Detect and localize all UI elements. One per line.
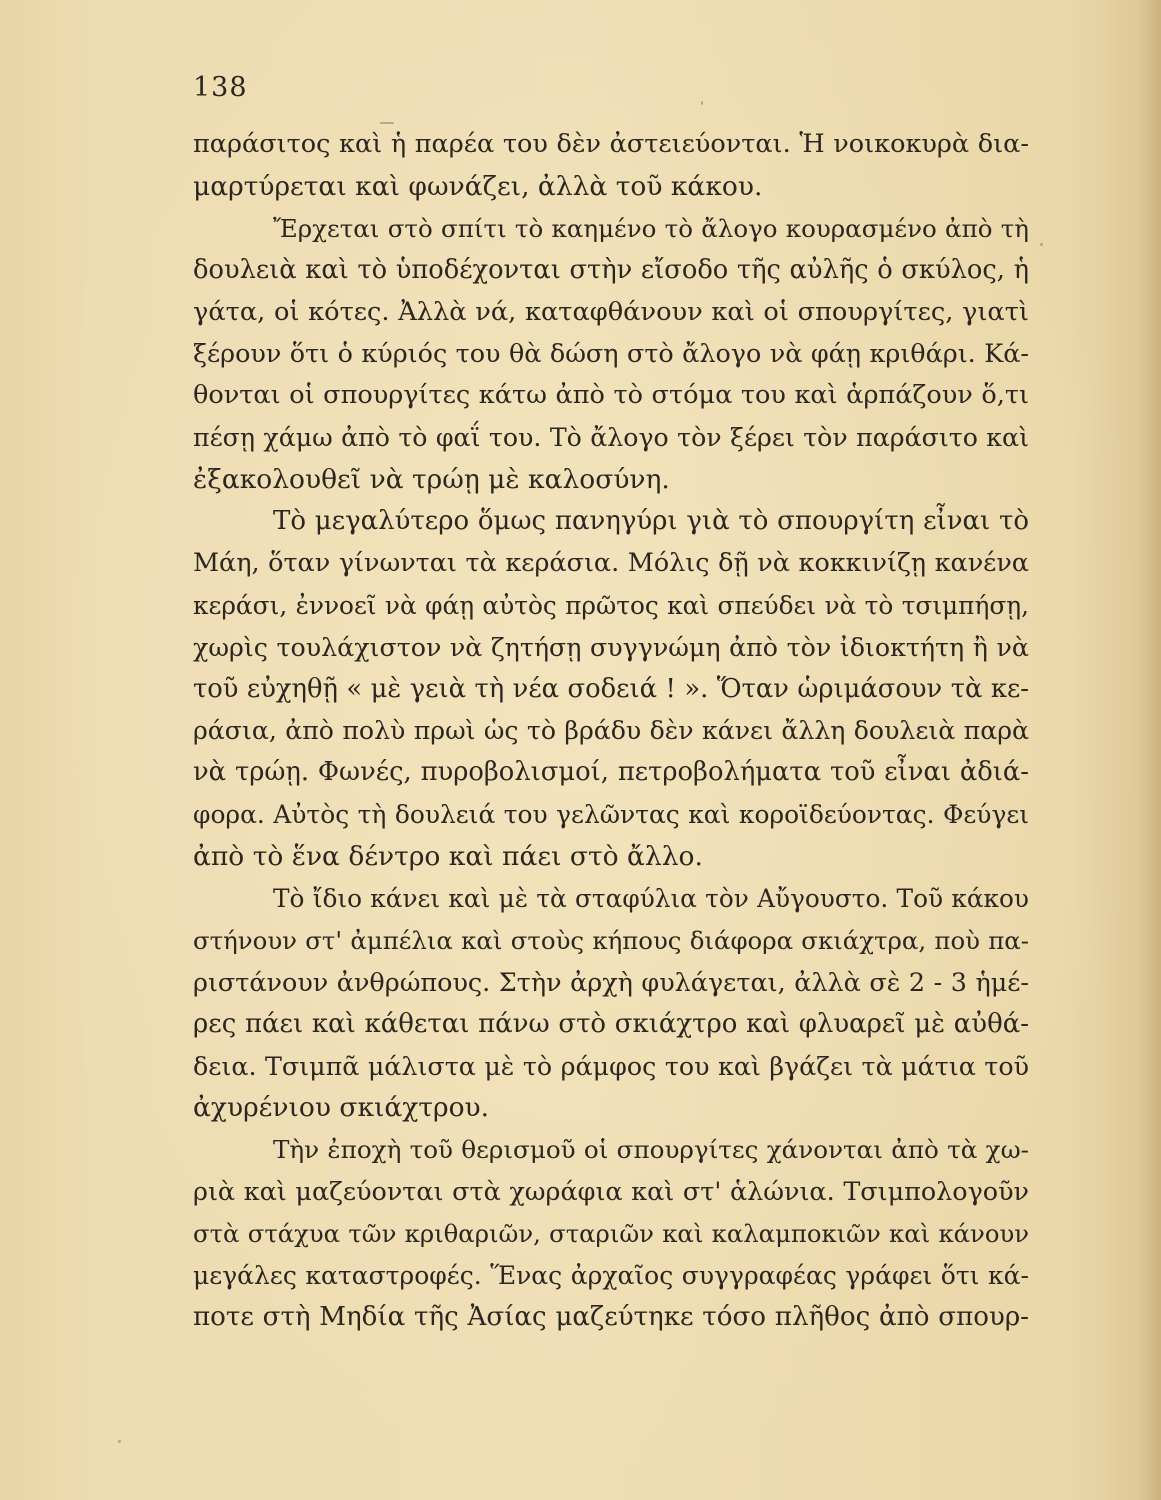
text-line: μεγάλες καταστροφές. Ἕνας ἀρχαῖος συγγραφέας γράφει ὅτι κά- bbox=[193, 1261, 1029, 1291]
paper-speck bbox=[380, 122, 394, 124]
page-number: 138 bbox=[193, 72, 248, 103]
text-line: ξέρουν ὅτι ὁ κύριός του θὰ δώση στὸ ἄλογο νὰ φάῃ κριθάρι. Κά- bbox=[193, 338, 1029, 369]
paper-speck bbox=[701, 101, 703, 105]
text-line: Τὸ μεγαλύτερο ὅμως πανηγύρι γιὰ τὸ σπουργίτη εἶναι τὸ bbox=[273, 506, 1029, 537]
text-line: θονται οἱ σπουργίτες κάτω ἀπὸ τὸ στόμα του καὶ ἁρπάζουν ὅ,τι bbox=[193, 380, 1029, 411]
text-line: Τὴν ἐποχὴ τοῦ θερισμοῦ οἱ σπουργίτες χάνονται ἀπὸ τὰ χω- bbox=[273, 1135, 1029, 1165]
text-line: νὰ τρώῃ. Φωνές, πυροβολισμοί, πετροβολήματα τοῦ εἶναι ἀδιά- bbox=[193, 757, 1029, 788]
paper-speck bbox=[118, 1440, 121, 1443]
paper-speck bbox=[1040, 243, 1043, 246]
text-line: παράσιτος καὶ ἡ παρέα του δὲν ἀστειεύονται. Ἡ νοικοκυρὰ δια- bbox=[193, 129, 1029, 159]
text-line: ριστάνουν ἀνθρώπους. Στὴν ἀρχὴ φυλάγεται, ἀλλὰ σὲ 2 - 3 ἡμέ- bbox=[193, 966, 1029, 997]
text-line: ποτε στὴ Μηδία τῆς Ἀσίας μαζεύτηκε τόσο πλῆθος ἀπὸ σπουρ- bbox=[193, 1301, 1029, 1332]
text-line: πέσῃ χάμω ἀπὸ τὸ φαΐ του. Τὸ ἄλογο τὸν ξέρει τὸν παράσιτο καὶ bbox=[193, 423, 1029, 453]
text-line: ἐξακολουθεῖ νὰ τρώῃ μὲ καλοσύνη. bbox=[193, 464, 670, 496]
text-line: ράσια, ἀπὸ πολὺ πρωὶ ὡς τὸ βράδυ δὲν κάνει ἄλλη δουλειὰ παρὰ bbox=[193, 716, 1029, 746]
body-text bbox=[193, 124, 1029, 1339]
text-line: δεια. Τσιμπᾶ μάλιστα μὲ τὸ ράμφος του καὶ βγάζει τὰ μάτια τοῦ bbox=[193, 1050, 1029, 1081]
text-line: τοῦ εὐχηθῇ « μὲ γειὰ τὴ νέα σοδειά ! ». Ὅταν ὡριμάσουν τὰ κε- bbox=[193, 673, 1029, 704]
text-line: ἀχυρένιου σκιάχτρου. bbox=[193, 1092, 490, 1124]
text-line: Ἔρχεται στὸ σπίτι τὸ καημένο τὸ ἄλογο κουρασμένο ἀπὸ τὴ bbox=[273, 213, 1029, 243]
text-line: στὰ στάχυα τῶν κριθαριῶν, σταριῶν καὶ καλαμποκιῶν καὶ κάνουν bbox=[193, 1219, 1029, 1249]
text-line: γάτα, οἱ κότες. Ἀλλὰ νά, καταφθάνουν καὶ οἱ σπουργίτες, γιατὶ bbox=[193, 296, 1029, 327]
text-line: Τὸ ἴδιο κάνει καὶ μὲ τὰ σταφύλια τὸν Αὔγουστο. Τοῦ κάκου bbox=[273, 884, 1029, 914]
text-line: φορα. Αὐτὸς τὴ δουλειά του γελῶντας καὶ κοροϊδεύοντας. Φεύγει bbox=[193, 800, 1029, 830]
text-line: δουλειὰ καὶ τὸ ὑποδέχονται στὴν εἴσοδο τῆς αὐλῆς ὁ σκύλος, ἡ bbox=[193, 254, 1029, 285]
text-line: μαρτύρεται καὶ φωνάζει, ἀλλὰ τοῦ κάκου. bbox=[193, 170, 763, 202]
text-line: ριὰ καὶ μαζεύονται στὰ χωράφια καὶ στ' ἁλώνια. Τσιμπολογοῦν bbox=[193, 1176, 1029, 1207]
text-line: ἀπὸ τὸ ἕνα δέντρο καὶ πάει στὸ ἄλλο. bbox=[193, 841, 703, 873]
text-line: χωρὶς τουλάχιστον νὰ ζητήσῃ συγγνώμη ἀπὸ τὸν ἰδιοκτήτη ἢ νὰ bbox=[193, 632, 1029, 662]
text-line: Μάη, ὅταν γίνωνται τὰ κεράσια. Μόλις δῇ νὰ κοκκινίζῃ κανένα bbox=[193, 547, 1029, 578]
text-line: ρες πάει καὶ κάθεται πάνω στὸ σκιάχτρο καὶ φλυαρεῖ μὲ αὐθά- bbox=[193, 1008, 1029, 1039]
text-line: κεράσι, ἐννοεῖ νὰ φάῃ αὐτὸς πρῶτος καὶ σπεύδει νὰ τὸ τσιμπήσῃ, bbox=[193, 590, 1029, 620]
text-line: στήνουν στ' ἀμπέλια καὶ στοὺς κήπους διάφορα σκιάχτρα, ποὺ πα- bbox=[193, 925, 1029, 955]
